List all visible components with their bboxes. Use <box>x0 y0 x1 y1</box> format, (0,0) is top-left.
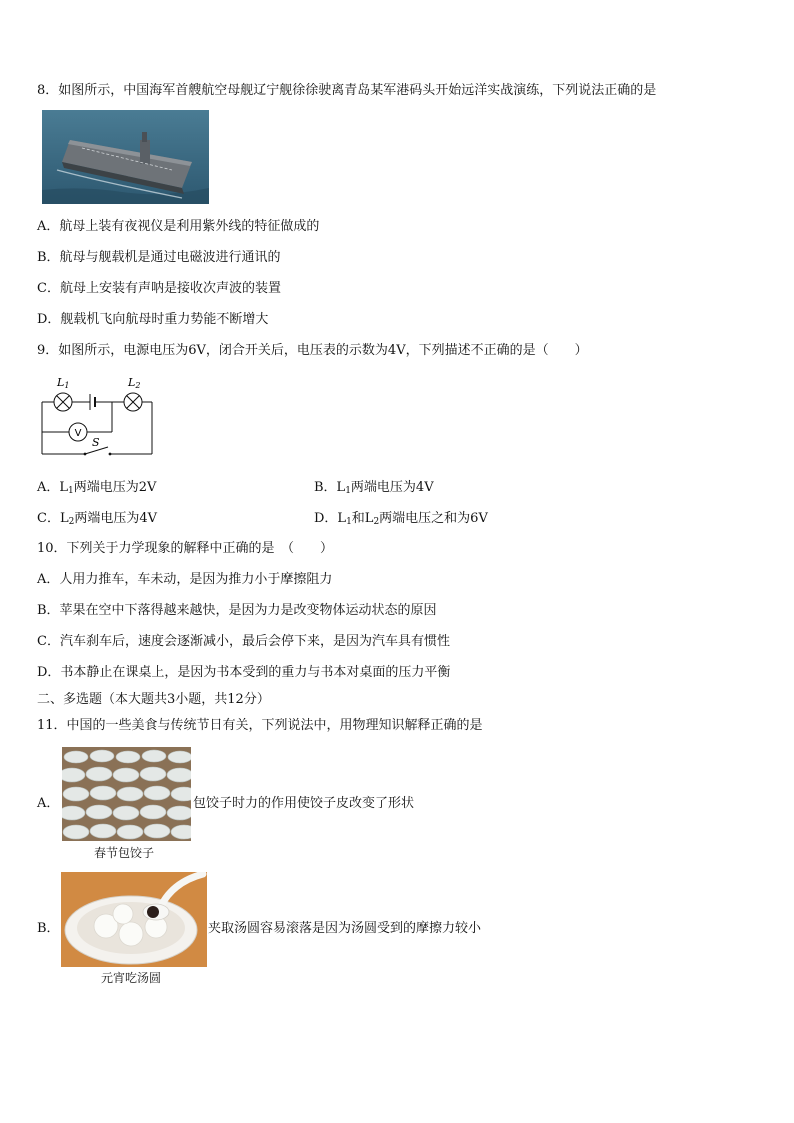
q11-option-b-letter: B． <box>37 921 60 936</box>
dumplings-photo <box>62 747 191 841</box>
q9-stem: 9．如图所示，电源电压为6V，闭合开关后，电压表的示数为4V，下列描述不正确的是（ ） <box>37 343 588 358</box>
q9-option-b: B．$L_1$两端电压为4V <box>314 480 434 496</box>
q9-option-a: A．$L_1$两端电压为2V <box>37 480 157 496</box>
q8-option-c: C．航母上安装有声呐是接收次声波的装置 <box>37 281 281 296</box>
q10-option-b: B．苹果在空中下落得越来越快，是因为力是改变物体运动状态的原因 <box>37 603 437 618</box>
circuit-diagram <box>40 374 155 464</box>
q11-option-a-letter: A． <box>37 796 60 811</box>
q8-stem: 8．如图所示，中国海军首艘航空母舰辽宁舰徐徐驶离青岛某军港码头开始远洋实战演练，下列说法正确的是 <box>37 83 657 98</box>
q10-stem: 10．下列关于力学现象的解释中正确的是 （ ） <box>37 541 334 556</box>
q9-option-d: D．$L_1$和$L_2$两端电压之和为6V <box>314 511 488 527</box>
q11-option-b-text: 夹取汤圆容易滚落是因为汤圆受到的摩擦力较小 <box>208 921 482 936</box>
q11-option-b-caption: 元宵吃汤圆 <box>101 971 162 985</box>
q11-option-a-text: 包饺子时力的作用使饺子皮改变了形状 <box>193 796 415 811</box>
q11-option-a-caption: 春节包饺子 <box>94 846 155 860</box>
svg-text:V: V <box>74 428 82 439</box>
q9-option-c: C．$L_2$两端电压为4V <box>37 511 157 527</box>
q11-stem: 11．中国的一些美食与传统节日有关，下列说法中，用物理知识解释正确的是 <box>37 718 483 733</box>
label-l1: L1 <box>57 376 70 390</box>
label-l2: L2 <box>128 376 141 390</box>
q10-option-c: C．汽车刹车后，速度会逐渐减小，最后会停下来，是因为汽车具有惯性 <box>37 634 450 649</box>
q8-option-a: A．航母上装有夜视仪是利用紫外线的特征做成的 <box>37 219 320 234</box>
q8-option-b: B．航母与舰载机是通过电磁波进行通讯的 <box>37 250 281 265</box>
tangyuan-photo <box>61 872 207 967</box>
q10-option-a: A．人用力推车，车未动，是因为推力小于摩擦阻力 <box>37 572 333 587</box>
section-title: 二、多选题（本大题共3小题，共12分） <box>37 692 270 707</box>
svg-text:S: S <box>92 436 100 449</box>
aircraft-carrier-photo <box>42 110 209 204</box>
q10-option-d: D．书本静止在课桌上，是因为书本受到的重力与书本对桌面的压力平衡 <box>37 665 451 680</box>
q8-option-d: D．舰载机飞向航母时重力势能不断增大 <box>37 312 269 327</box>
